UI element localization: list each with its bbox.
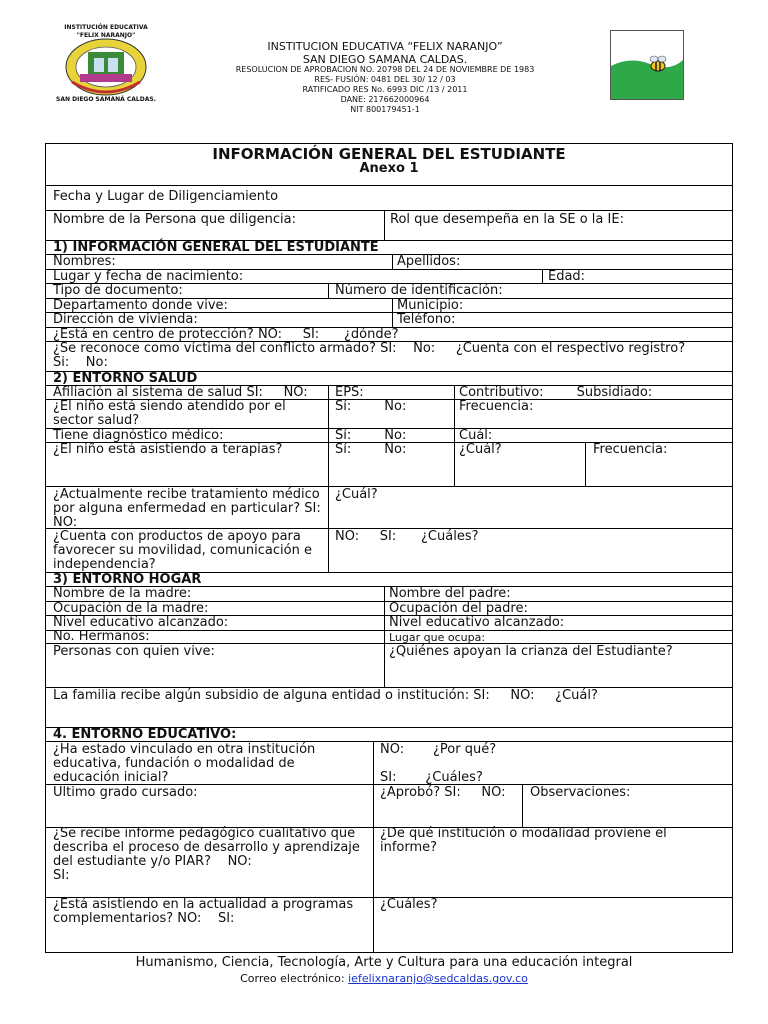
logo-top-text-1: INSTITUCIÓN EDUCATIVA xyxy=(64,24,148,31)
tipo-doc-label: Tipo de documento: xyxy=(53,283,183,298)
footer-email-line xyxy=(0,972,768,985)
ocupacion-madre-label: Ocupación de la madre: xyxy=(53,601,209,616)
municipio-label: Municipio: xyxy=(397,298,464,313)
footer-email-link[interactable]: iefelixnaranjo@sedcaldas.gov.co xyxy=(348,972,528,985)
diagnostico-label: Tiene diagnóstico médico: xyxy=(53,428,224,443)
victima-label: ¿Se reconoce como víctima del conflicto armado? SI: No: ¿Cuenta con el respectivo registro? Si: No: xyxy=(53,341,686,370)
vinculado-label: ¿Ha estado vinculado en otra institución educativa, fundación o modalidad de educación inicial? xyxy=(53,742,320,785)
frecuencia-atendido-label: Frecuencia: xyxy=(459,399,534,414)
header-resolution: RESOLUCION DE APROBACION NO. 20798 DEL 24 DE NOVIEMBRE DE 1983 xyxy=(235,65,535,74)
proteccion-label: ¿Está en centro de protección? NO: SI: ¿dónde? xyxy=(53,327,399,342)
nombre-persona-label: Nombre de la Persona que diligencia: xyxy=(53,212,296,227)
institucion-informe-label: ¿De qué institución o modalidad proviene el informe? xyxy=(380,826,671,855)
flag-bee-icon xyxy=(610,30,684,100)
terapias-si-no: Sí: No: xyxy=(335,442,407,457)
header-ratified: RATIFICADO RES No. 6993 DIC /13 / 2011 xyxy=(302,85,468,94)
eps-label: EPS: xyxy=(335,385,364,400)
fecha-lugar-label: Fecha y Lugar de Diligenciamiento xyxy=(53,189,279,204)
section1-title: 1) INFORMACIÓN GENERAL DEL ESTUDIANTE xyxy=(53,240,379,255)
nombre-madre-label: Nombre de la madre: xyxy=(53,586,192,601)
tratamiento-label: ¿Actualmente recibe tratamiento médico por alguna enfermedad en particular? SI: NO: xyxy=(53,487,338,530)
rol-label: Rol que desempeña en la SE o la IE: xyxy=(390,212,624,227)
ultimo-grado-label: Ultimo grado cursado: xyxy=(53,785,198,800)
lugar-ocupa-label: Lugar que ocupa: xyxy=(389,631,486,644)
cual-diagnostico-label: Cuál: xyxy=(459,428,493,443)
header-dane: DANE: 217662000964 xyxy=(340,95,430,104)
afiliacion-label: Afiliación al sistema de salud SI: NO: xyxy=(53,385,308,400)
contributivo-label: Contributivo: Subsidiado: xyxy=(459,385,653,400)
school-crest-logo xyxy=(50,22,162,108)
logo-bottom-text: SAN DIEGO SAMANÁ CALDAS. xyxy=(56,96,156,103)
diagnostico-si-no: Sí: No: xyxy=(335,428,407,443)
subsidio-label: La familia recibe algún subsidio de alguna entidad o institución: SI: NO: ¿Cuál? xyxy=(53,688,598,703)
observaciones-label: Observaciones: xyxy=(530,785,631,800)
hermanos-label: No. Hermanos: xyxy=(53,629,150,644)
header-location: SAN DIEGO SAMANA CALDAS. xyxy=(302,53,468,66)
personas-vive-label: Personas con quien vive: xyxy=(53,644,215,659)
footer-email-label: Correo electrónico: xyxy=(240,972,345,985)
form-subtitle: Anexo 1 xyxy=(359,161,419,176)
header-institution: INSTITUCION EDUCATIVA “FELIX NARANJO” xyxy=(267,40,503,53)
apellidos-label: Apellidos: xyxy=(397,254,461,269)
flag-logo xyxy=(610,30,684,100)
header-nit: NIT 800179451-1 xyxy=(350,105,420,114)
form-title: INFORMACIÓN GENERAL DEL ESTUDIANTE xyxy=(212,145,566,163)
student-info-form xyxy=(45,143,733,953)
ocupacion-padre-label: Ocupación del padre: xyxy=(389,601,528,616)
productos-no-si-cuales: NO: SI: ¿Cuáles? xyxy=(335,529,479,544)
atendido-si-no: Sí: No: xyxy=(335,399,407,414)
section4-title: 4. ENTORNO EDUCATIVO: xyxy=(53,727,237,742)
aprobo-label: ¿Aprobó? SI: NO: xyxy=(380,785,506,800)
lugar-fecha-label: Lugar y fecha de nacimiento: xyxy=(53,269,244,284)
departamento-label: Departamento donde vive: xyxy=(53,298,228,313)
atendido-label: ¿El niño está siendo atendido por el sector salud? xyxy=(53,399,290,428)
programas-cuales-label: ¿Cuáles? xyxy=(380,897,438,912)
telefono-label: Teléfono: xyxy=(397,312,456,327)
header-fusion: RES- FUSIÓN: 0481 DEL 30/ 12 / 03 xyxy=(314,75,456,84)
vinculado-no-porque: NO: ¿Por qué? xyxy=(380,742,497,757)
nivel-padre-label: Nivel educativo alcanzado: xyxy=(389,615,565,630)
section3-title: 3) ENTORNO HOGAR xyxy=(53,572,202,587)
frecuencia-terapia-label: Frecuencia: xyxy=(593,442,668,457)
programas-label: ¿Está asistiendo en la actualidad a programas complementarios? NO: SI: xyxy=(53,897,358,926)
footer-motto: Humanismo, Ciencia, Tecnología, Arte y Cultura para una educación integral xyxy=(135,955,633,970)
section2-title: 2) ENTORNO SALUD xyxy=(53,371,198,386)
cual-tratamiento-label: ¿Cuál? xyxy=(335,487,378,502)
nombres-label: Nombres: xyxy=(53,254,116,269)
vinculado-si-cuales: SI: ¿Cuáles? xyxy=(380,770,483,785)
informe-pedagogico-label: ¿Se recibe informe pedagógico cualitativo que describa el proceso de desarrollo y aprendizaje del estudiante y/o PIAR? NO: SI: xyxy=(53,826,360,883)
nombre-padre-label: Nombre del padre: xyxy=(389,586,511,601)
terapias-label: ¿El niño está asistiendo a terapias? xyxy=(53,442,283,457)
cual-terapia-label: ¿Cuál? xyxy=(459,442,502,457)
productos-apoyo-label: ¿Cuenta con productos de apoyo para favorecer su movilidad, comunicación e independencia? xyxy=(53,529,317,572)
quienes-apoyan-label: ¿Quiénes apoyan la crianza del Estudiante? xyxy=(389,644,673,659)
edad-label: Edad: xyxy=(548,269,586,284)
num-id-label: Número de identificación: xyxy=(335,283,503,298)
nivel-madre-label: Nivel educativo alcanzado: xyxy=(53,615,229,630)
direccion-label: Dirección de vivienda: xyxy=(53,312,198,327)
logo-top-text-2: "FELIX NARANJO" xyxy=(76,32,136,39)
